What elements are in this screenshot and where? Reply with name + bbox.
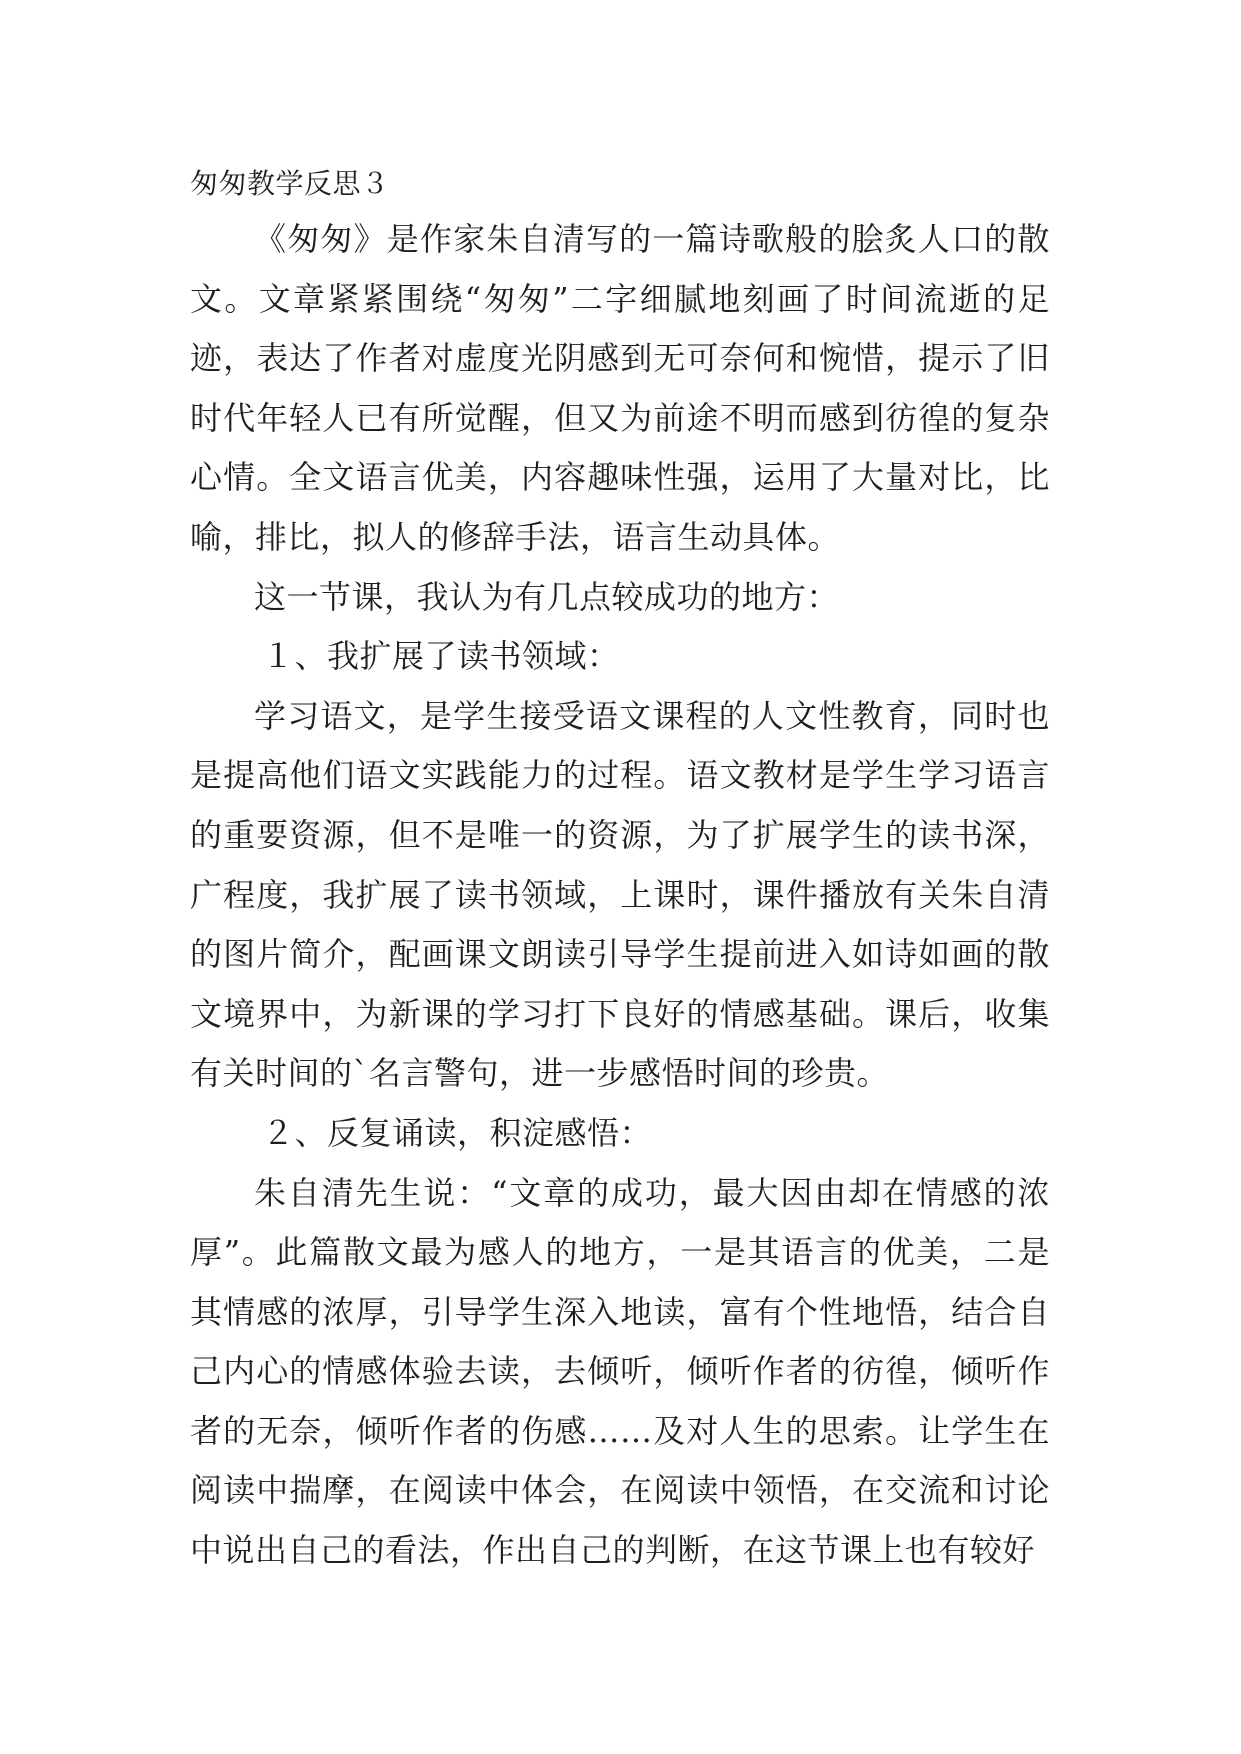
paragraph-reading-extension: 学习语文，是学生接受语文课程的人文性教育，同时也是提高他们语文实践能力的过程。语文教材是学生学习语言的重要资源，但不是唯一的资源，为了扩展学生的读书深，广程度，我扩展了读书领域，上课时，课件播放有关朱自清的图片简介，配画课文朗读引导学生提前进入如诗如画的散文境界中，为新课的学习打下良好的情感基础。课后，收集有关时间的`名言警句，进一步感悟时间的珍贵。 bbox=[190, 696, 1050, 1093]
paragraph-success-points: 这一节课，我认为有几点较成功的地方： bbox=[254, 577, 840, 616]
paragraph-intro: 《匆匆》是作家朱自清写的一篇诗歌般的脍炙人口的散文。文章紧紧围绕“匆匆”二字细腻地刻画了时间流逝的足迹，表达了作者对虚度光阴感到无可奈何和惋惜，提示了旧时代年轻人已有所觉醒，但又为前途不明而感到彷徨的复杂心情。全文语言优美，内容趣味性强，运用了大量对比，比喻，排比，拟人的修辞手法，语言生动具体。 bbox=[190, 220, 1050, 556]
section-heading-2: ２、反复诵读，积淀感悟： bbox=[262, 1113, 653, 1152]
paragraph-repeated-reading: 朱自清先生说：“文章的成功，最大因由却在情感的浓厚”。此篇散文最为感人的地方，一是其语言的优美，二是其情感的浓厚，引导学生深入地读，富有个性地悟，结合自己内心的情感体验去读，去倾听，倾听作者的彷徨，倾听作者的无奈，倾听作者的伤感……及对人生的思索。让学生在阅读中揣摩，在阅读中体会，在阅读中领悟，在交流和讨论中说出自己的看法，作出自己的判断，在这节课上也有较好 bbox=[190, 1173, 1050, 1570]
document-body bbox=[190, 210, 1050, 1581]
document-title: 匆匆教学反思３ bbox=[190, 167, 390, 200]
section-heading-1: １、我扩展了读书领域： bbox=[262, 637, 620, 676]
